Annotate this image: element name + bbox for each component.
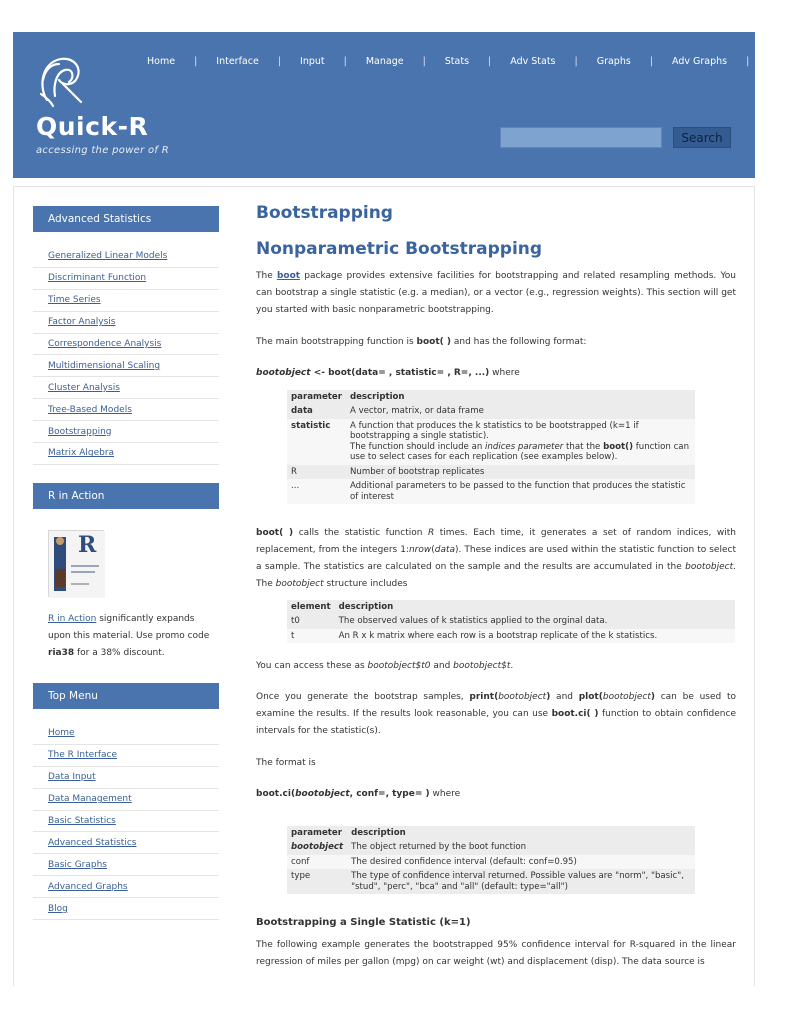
sidebar-item-tree[interactable]: Tree-Based Models [33, 399, 219, 421]
table-row: data A vector, matrix, or data frame [287, 404, 695, 419]
table-row: ... Additional parameters to be passed to the function that produces the statistic of interest [287, 479, 695, 504]
sidebar-advanced-list [33, 246, 219, 465]
nav-separator: | [422, 56, 426, 67]
menu-item-blog[interactable]: Blog [33, 898, 219, 920]
table-row: statistic A function that produces the k statistics to be bootstrapped (k=1 if bootstrapping a single statistic). The function should include an indices parameter that the boot() function can use to select cases for each replication (see examples below). [287, 419, 695, 465]
sidebar-item-correspondence[interactable]: Correspondence Analysis [33, 334, 219, 356]
search-input[interactable] [500, 127, 662, 148]
nav-separator: | [746, 56, 750, 67]
single-statistic-heading: Bootstrapping a Single Statistic (k=1) [256, 917, 471, 928]
format-is-paragraph: The format is [256, 758, 316, 768]
sidebar-item-discriminant[interactable]: Discriminant Function [33, 268, 219, 290]
menu-item-home[interactable]: Home [33, 723, 219, 745]
page-title: Bootstrapping [256, 203, 393, 223]
nav-home[interactable]: Home [147, 56, 176, 67]
sidebar-item-matrix-algebra[interactable]: Matrix Algebra [33, 443, 219, 465]
table-row: conf The desired confidence interval (default: conf=0.95) [287, 855, 695, 870]
boot-calls-paragraph: boot( ) calls the statistic function R times. Each time, it generates a set of random indices, with replacement, from the integers 1:nrow(data). These indices are used within the statistic function to select a sample. The statistics are calculated on the sample and the results are accumulated in the bootobject. The bootobject structure includes [256, 528, 736, 589]
nav-separator: | [194, 56, 198, 67]
book-cover-letter: R [78, 532, 97, 558]
site-brand[interactable]: Quick-R [36, 112, 149, 141]
intro-paragraph: The boot package provides extensive facilities for bootstrapping and related resampling methods. You can bootstrap a single statistic (e.g. a median), or a vector (e.g., regression weights). This section will get you started with basic nonparametric bootstrapping. [256, 271, 736, 315]
nav-manage[interactable]: Manage [365, 56, 404, 67]
site-header [13, 32, 789, 178]
section-title: Nonparametric Bootstrapping [256, 239, 543, 259]
sidebar-heading-advanced-statistics: Advanced Statistics [33, 206, 219, 232]
sidebar-top-menu-list [33, 723, 219, 920]
nav-separator: | [649, 56, 654, 67]
ci-parameter-table: parameter description bootobject The object returned by the boot function conf The desired confidence interval (default: conf=0.95) type The type of confidence interval returned. Possible values are "norm", "basic", "stud", "perc", "bca" and "all" (default: type="all") [287, 826, 695, 894]
nav-interface[interactable]: Interface [216, 56, 259, 67]
nav-blog[interactable]: Blog [768, 56, 789, 67]
book-cover-icon [49, 531, 105, 598]
ci-syntax-line: boot.ci(bootobject, conf=, type= ) where [256, 789, 461, 799]
table-row: bootobject The object returned by the boot function [287, 840, 695, 855]
results-paragraph: Once you generate the bootstrap samples, print(bootobject) and plot(bootobject) can be used to examine the results. If the results look reasonable, you can use boot.ci( ) function to obtain confidence intervals for the statistic(s). [256, 692, 736, 736]
nav-adv-graphs[interactable]: Adv Graphs [672, 56, 728, 67]
nav-separator: | [277, 56, 282, 67]
parameter-table: parameter description data A vector, matrix, or data frame statistic A function that produces the k statistics to be bootstrapped (k=1 if bootstrapping a single statistic). The function should include an indices parameter that the boot() function can use to select cases for each replication (see examples below). R Number of bootstrap replicates ... Additional parameters to be passed to the function that produces the statistic of interest [287, 390, 695, 504]
table-row: t0 The observed values of k statistics applied to the orginal data. [287, 614, 735, 629]
nav-input[interactable]: Input [300, 56, 325, 67]
nav-stats[interactable]: Stats [444, 56, 470, 67]
top-nav [147, 56, 789, 67]
single-statistic-paragraph: The following example generates the bootstrapped 95% confidence interval for R-squared in the linear regression of miles per gallon (mpg) on car weight (wt) and displacement (disp). The data source is [256, 940, 736, 967]
syntax-line: bootobject <- boot(data= , statistic= , R=, ...) where [256, 368, 520, 378]
menu-item-data-input[interactable]: Data Input [33, 767, 219, 789]
element-table: element description t0 The observed values of k statistics applied to the orginal data. t An R x k matrix where each row is a bootstrap replicate of the k statistics. [287, 600, 735, 643]
sidebar-item-bootstrapping[interactable]: Bootstrapping [33, 421, 219, 443]
r-logo-icon[interactable] [35, 50, 85, 108]
sidebar-heading-r-in-action: R in Action [33, 483, 219, 509]
promo-code: ria38 [48, 648, 75, 658]
nav-separator: | [488, 56, 492, 67]
boot-package-link[interactable]: boot [276, 271, 301, 281]
promo-link[interactable]: R in Action [48, 614, 97, 624]
sidebar-heading-top-menu: Top Menu [33, 683, 219, 709]
promo-text: R in Action significantly expands upon this material. Use promo code ria38 for a 38% discount. [48, 614, 210, 658]
sidebar-item-time-series[interactable]: Time Series [33, 290, 219, 312]
search-button[interactable]: Search [673, 127, 731, 148]
sidebar-item-mds[interactable]: Multidimensional Scaling [33, 355, 219, 377]
nav-adv-stats[interactable]: Adv Stats [510, 56, 556, 67]
table-row: R Number of bootstrap replicates [287, 465, 695, 480]
menu-item-basic-statistics[interactable]: Basic Statistics [33, 811, 219, 833]
access-paragraph: You can access these as bootobject$t0 and bootobject$t. [256, 661, 514, 671]
sidebar-item-cluster[interactable]: Cluster Analysis [33, 377, 219, 399]
menu-item-advanced-statistics[interactable]: Advanced Statistics [33, 832, 219, 854]
menu-item-basic-graphs[interactable]: Basic Graphs [33, 854, 219, 876]
menu-item-advanced-graphs[interactable]: Advanced Graphs [33, 876, 219, 898]
site-tagline: accessing the power of R [36, 145, 169, 156]
table-row: type The type of confidence interval returned. Possible values are "norm", "basic", "stud", "perc", "bca" and "all" (default: type="all") [287, 869, 695, 894]
sidebar-item-factor-analysis[interactable]: Factor Analysis [33, 312, 219, 334]
menu-item-data-management[interactable]: Data Management [33, 789, 219, 811]
nav-separator: | [574, 56, 578, 67]
nav-separator: | [343, 56, 347, 67]
table-row: t An R x k matrix where each row is a bootstrap replicate of the k statistics. [287, 629, 735, 644]
nav-graphs[interactable]: Graphs [596, 56, 631, 67]
format-paragraph: The main bootstrapping function is boot( ) and has the following format: [256, 337, 587, 347]
menu-item-r-interface[interactable]: The R Interface [33, 745, 219, 767]
sidebar-item-glm[interactable]: Generalized Linear Models [33, 246, 219, 268]
